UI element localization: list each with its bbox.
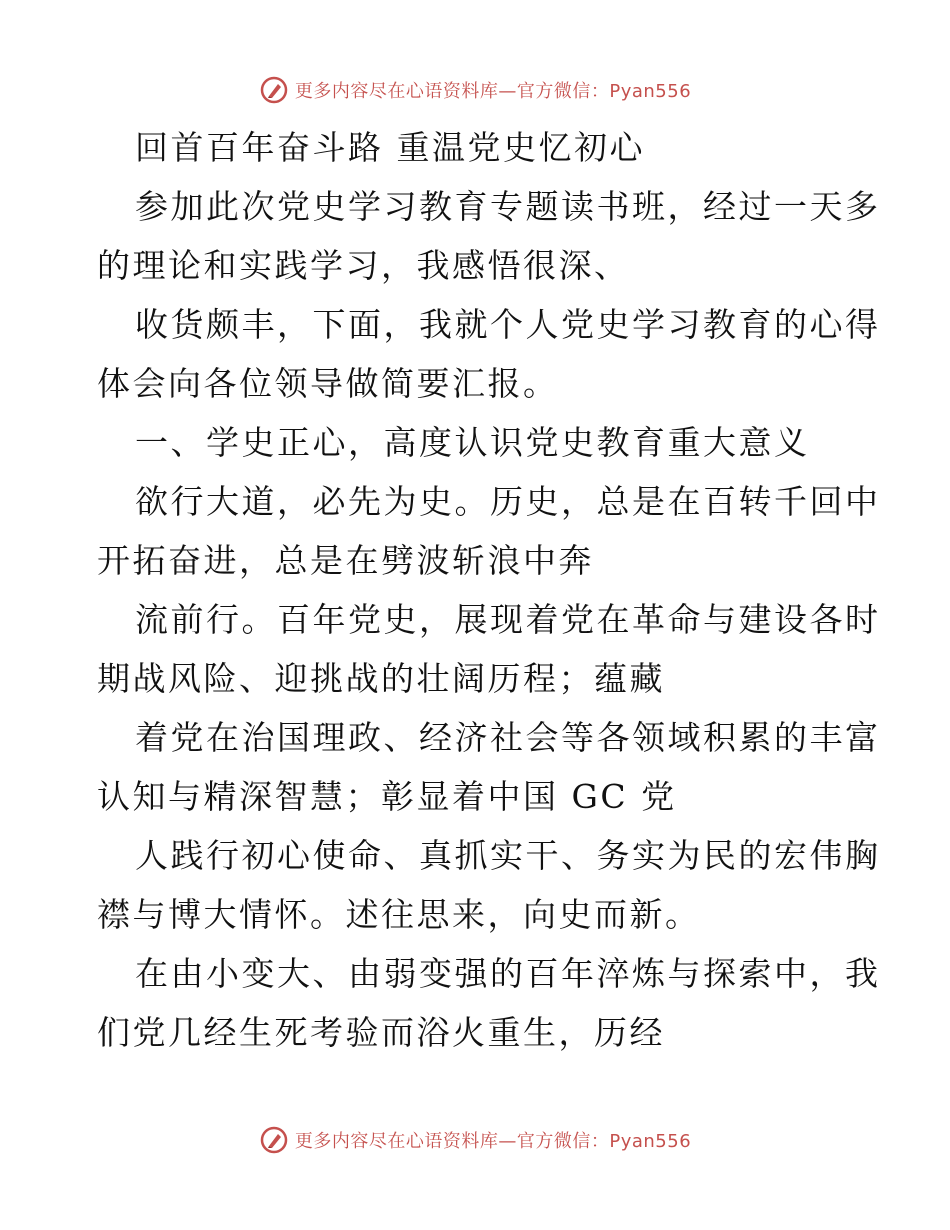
text-line: 襟与博大情怀。述往思来，向史而新。 [97,895,701,934]
text-line: 开拓奋进，总是在劈波斩浪中奔 [97,541,594,580]
text-line: 认知与精深智慧；彰显着中国 GC 党 [97,777,677,816]
watermark-text: 更多内容尽在心语资料库—官方微信：Pyan556 [294,1131,692,1152]
text-line: 收货颇丰，下面，我就个人党史学习教育的心得 [135,305,881,344]
text-line: 们党几经生死考验而浴火重生，历经 [97,1013,665,1052]
text-line: 参加此次党史学习教育专题读书班，经过一天多 [135,187,881,226]
text-line: 着党在治国理政、经济社会等各领域积累的丰富 [135,718,881,757]
watermark-text: 更多内容尽在心语资料库—官方微信：Pyan556 [294,81,692,102]
pen-logo-icon [259,1125,289,1155]
text-line: 在由小变大、由弱变强的百年淬炼与探索中，我 [135,954,881,993]
pen-logo-icon [259,75,289,105]
text-line: 人践行初心使命、真抓实干、务实为民的宏伟胸 [135,836,881,875]
text-line: 回首百年奋斗路 重温党史忆初心 [135,128,645,167]
text-line: 的理论和实践学习，我感悟很深、 [97,246,630,285]
watermark-header [0,70,950,110]
text-line: 一、学史正心，高度认识党史教育重大意义 [135,423,810,462]
text-line: 期战风险、迎挑战的壮阔历程；蕴藏 [97,659,665,698]
watermark-footer [0,1120,950,1160]
text-line: 体会向各位领导做简要汇报。 [97,364,559,403]
document-body [97,118,881,1062]
text-line: 流前行。百年党史，展现着党在革命与建设各时 [135,600,881,639]
text-line: 欲行大道，必先为史。历史，总是在百转千回中 [135,482,881,521]
